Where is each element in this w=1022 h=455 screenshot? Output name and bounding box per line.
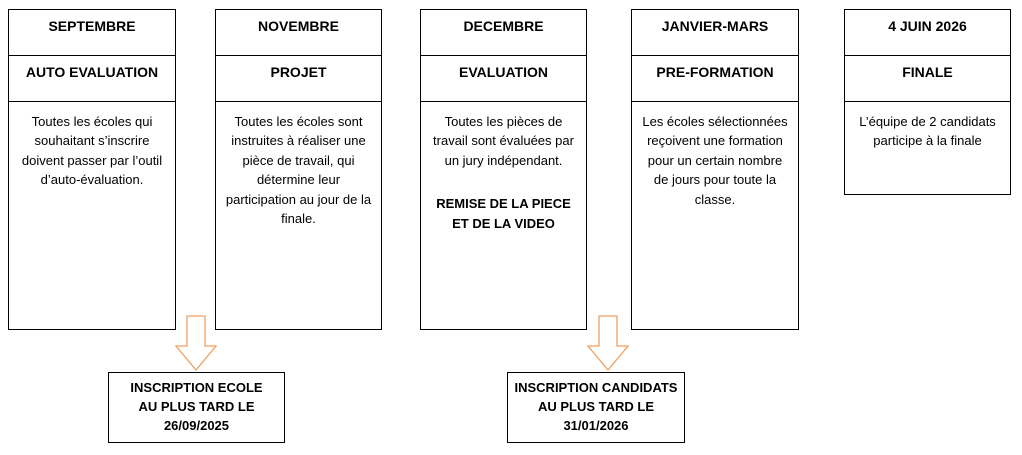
- month-header: [631, 9, 799, 56]
- month-label: DECEMBRE: [463, 18, 544, 34]
- month-header: [215, 9, 382, 56]
- phase-header: [215, 55, 382, 102]
- phase-label: FINALE: [902, 64, 953, 80]
- phase-description: Toutes les écoles sont instruites à réaliser une pièce de travail, qui détermine leur participation au jour de la finale.: [225, 114, 372, 227]
- down-arrow-shape: [588, 316, 628, 370]
- month-label: SEPTEMBRE: [48, 18, 136, 34]
- phase-description: L’équipe de 2 candidats participe à la finale: [859, 114, 996, 149]
- month-header: [844, 9, 1011, 56]
- month-header: [8, 9, 176, 56]
- down-arrow-icon: [174, 316, 218, 372]
- month-header: [420, 9, 587, 56]
- phase-header: [8, 55, 176, 102]
- deadline-school-registration: INSCRIPTION ECOLE AU PLUS TARD LE 26/09/2025: [108, 372, 285, 443]
- month-label: 4 JUIN 2026: [888, 18, 967, 34]
- phase-description-box: [631, 101, 799, 330]
- down-arrow-icon: [586, 316, 630, 372]
- phase-description: Toutes les pièces de travail sont évaluées par un jury indépendant.: [433, 114, 574, 168]
- month-label: NOVEMBRE: [258, 18, 339, 34]
- down-arrow-shape: [176, 316, 216, 370]
- phase-header: [420, 55, 587, 102]
- phase-label: PROJET: [270, 64, 327, 80]
- phase-description-box: [8, 101, 176, 330]
- phase-note: REMISE DE LA PIECE ET DE LA VIDEO: [436, 196, 571, 232]
- phase-label: AUTO EVALUATION: [25, 64, 159, 80]
- phase-description-box: [844, 101, 1011, 195]
- phase-description-box: [215, 101, 382, 330]
- deadline-candidate-registration: INSCRIPTION CANDIDATS AU PLUS TARD LE 31/01/2026: [507, 372, 685, 443]
- phase-label: PRE-FORMATION: [656, 64, 774, 80]
- phase-header: [844, 55, 1011, 102]
- phase-description: Toutes les écoles qui souhaitant s’inscrire doivent passer par l’outil d’auto-évaluation.: [21, 114, 163, 188]
- phase-header: [631, 55, 799, 102]
- month-label: JANVIER-MARS: [661, 18, 769, 34]
- phase-description-box: [420, 101, 587, 330]
- phase-label: EVALUATION: [459, 64, 548, 80]
- phase-description: Les écoles sélectionnées reçoivent une formation pour un certain nombre de jours pour toute la classe.: [642, 114, 788, 207]
